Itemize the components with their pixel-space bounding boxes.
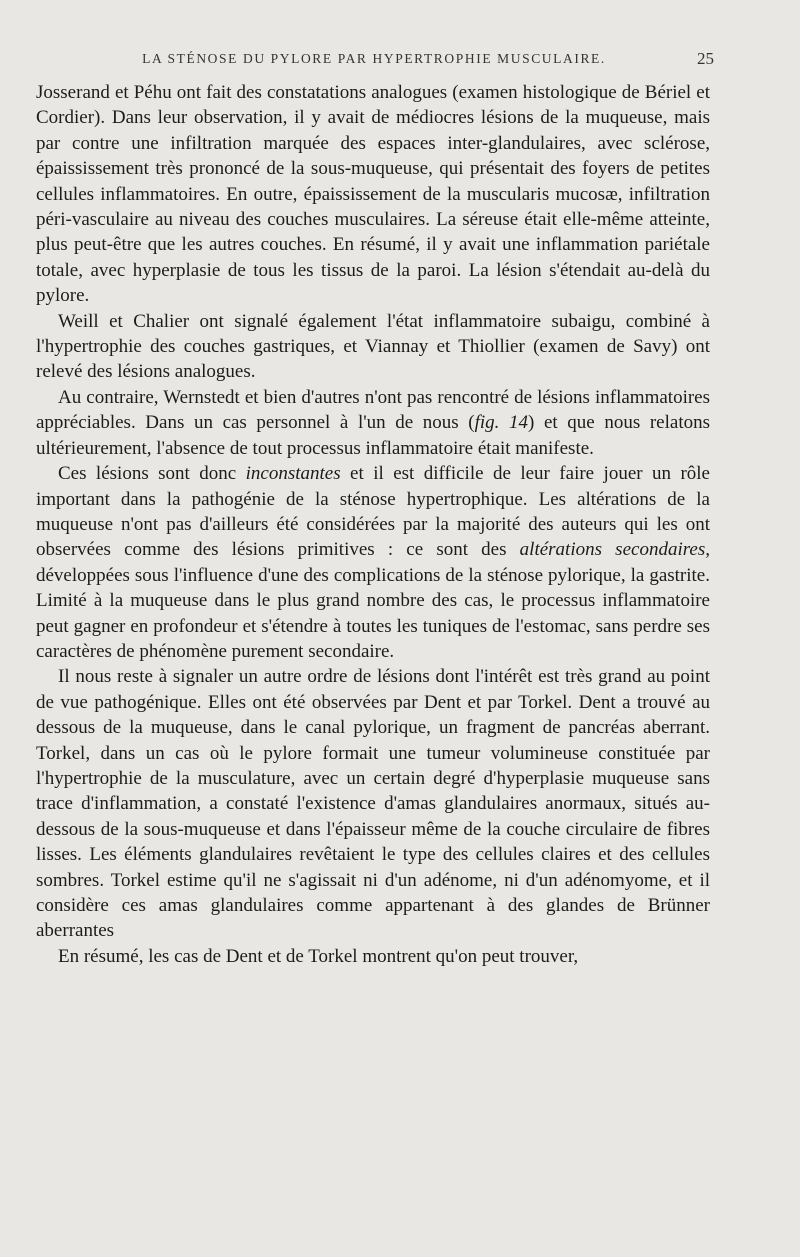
paragraph-5: Il nous reste à signaler un autre ordre de lésions dont l'intérêt est très grand au point de vue pathogénique. Elles ont été observées par Dent et par Torkel. Dent a trouvé au dessous de la muqueuse, dans le canal pylorique, un fragment de pancréas aberrant. Torkel, dans un cas où le pylore formait une tumeur volumineuse constituée par l'hypertrophie de la musculature, avec un certain degré d'hyperplasie muqueuse sans trace d'inflammation, a constaté l'existence d'amas glandulaires anormaux, situés au-dessous de la sous-muqueuse et dans l'épaisseur même de la couche circulaire de fibres lisses. Les éléments glandulaires revêtaient le type des cellules claires et des cellules sombres. Torkel estime qu'il ne s'agissait ni d'un adénome, ni d'un adénomyome, et il considère ces amas glandulaires comme appartenant à des glandes de Brünner aberrantes	[36, 666, 710, 942]
paragraph-3-part-2: ) et que nous relatons ultérieurement, l'absence de tout processus inflammatoire était manifeste.	[36, 412, 710, 459]
emphasis-inconstantes: inconstantes	[245, 463, 341, 485]
body-text	[36, 80, 710, 969]
emphasis-alterations-secondaires: altérations secondaires,	[519, 539, 710, 561]
page-number: 25	[697, 49, 714, 68]
figure-reference: fig. 14	[474, 412, 529, 434]
paragraph-6: En résumé, les cas de Dent et de Torkel montrent qu'on peut trouver,	[58, 945, 579, 967]
running-head	[34, 51, 714, 75]
paragraph-4	[36, 461, 710, 664]
paragraph-4-part-2: et il est difficile de leur faire jouer un rôle important dans la pathogénie de la sténose hypertrophique. Les altérations de la muqueuse n'ont pas d'ailleurs été considérées par la majorité des auteurs qui les ont observées comme des lésions primitives : ce sont des	[36, 463, 710, 561]
paragraph-3-part-1: Au contraire, Wernstedt et bien d'autres n'ont pas rencontré de lésions inflammatoires appréciables. Dans un cas personnel à l'un de nous (	[36, 386, 710, 434]
paragraph-2: Weill et Chalier ont signalé également l'état inflammatoire subaigu, combiné à l'hypertrophie des couches gastriques, et Viannay et Thiollier (examen de Savy) ont relevé des lésions analogues.	[36, 310, 710, 383]
paragraph-4-part-3: développées sous l'influence d'une des complications de la sténose pylorique, la gastrite. Limité à la muqueuse dans le plus grand nombre des cas, le processus inflammatoire peut gagner en profondeur et s'étendre à toutes les tuniques de l'estomac, sans perdre ses caractères de phénomène purement secondaire.	[36, 564, 710, 662]
paragraph-4-part-1: Ces lésions sont donc	[58, 463, 246, 485]
paragraph-1: Josserand et Péhu ont fait des constatations analogues (examen histologique de Bériel et Cordier). Dans leur observation, il y avait de médiocres lésions de la muqueuse, mais par contre une infiltration marquée des espaces inter-glandulaires, avec sclérose, épaississement très prononcé de la sous-muqueuse, qui présentait des foyers de petites cellules inflammatoires. En outre, épaississement de la muscularis mucosæ, infiltration péri-vasculaire au niveau des couches musculaires. La séreuse était elle-même atteinte, plus peut-être que les autres couches. En résumé, il y avait une inflammation pariétale totale, avec hyperplasie de tous les tissus de la paroi. La lésion s'étendait au-delà du pylore.	[36, 82, 710, 307]
paragraph-3	[36, 385, 710, 461]
running-title: LA STÉNOSE DU PYLORE PAR HYPERTROPHIE MUSCULAIRE.	[142, 51, 606, 66]
